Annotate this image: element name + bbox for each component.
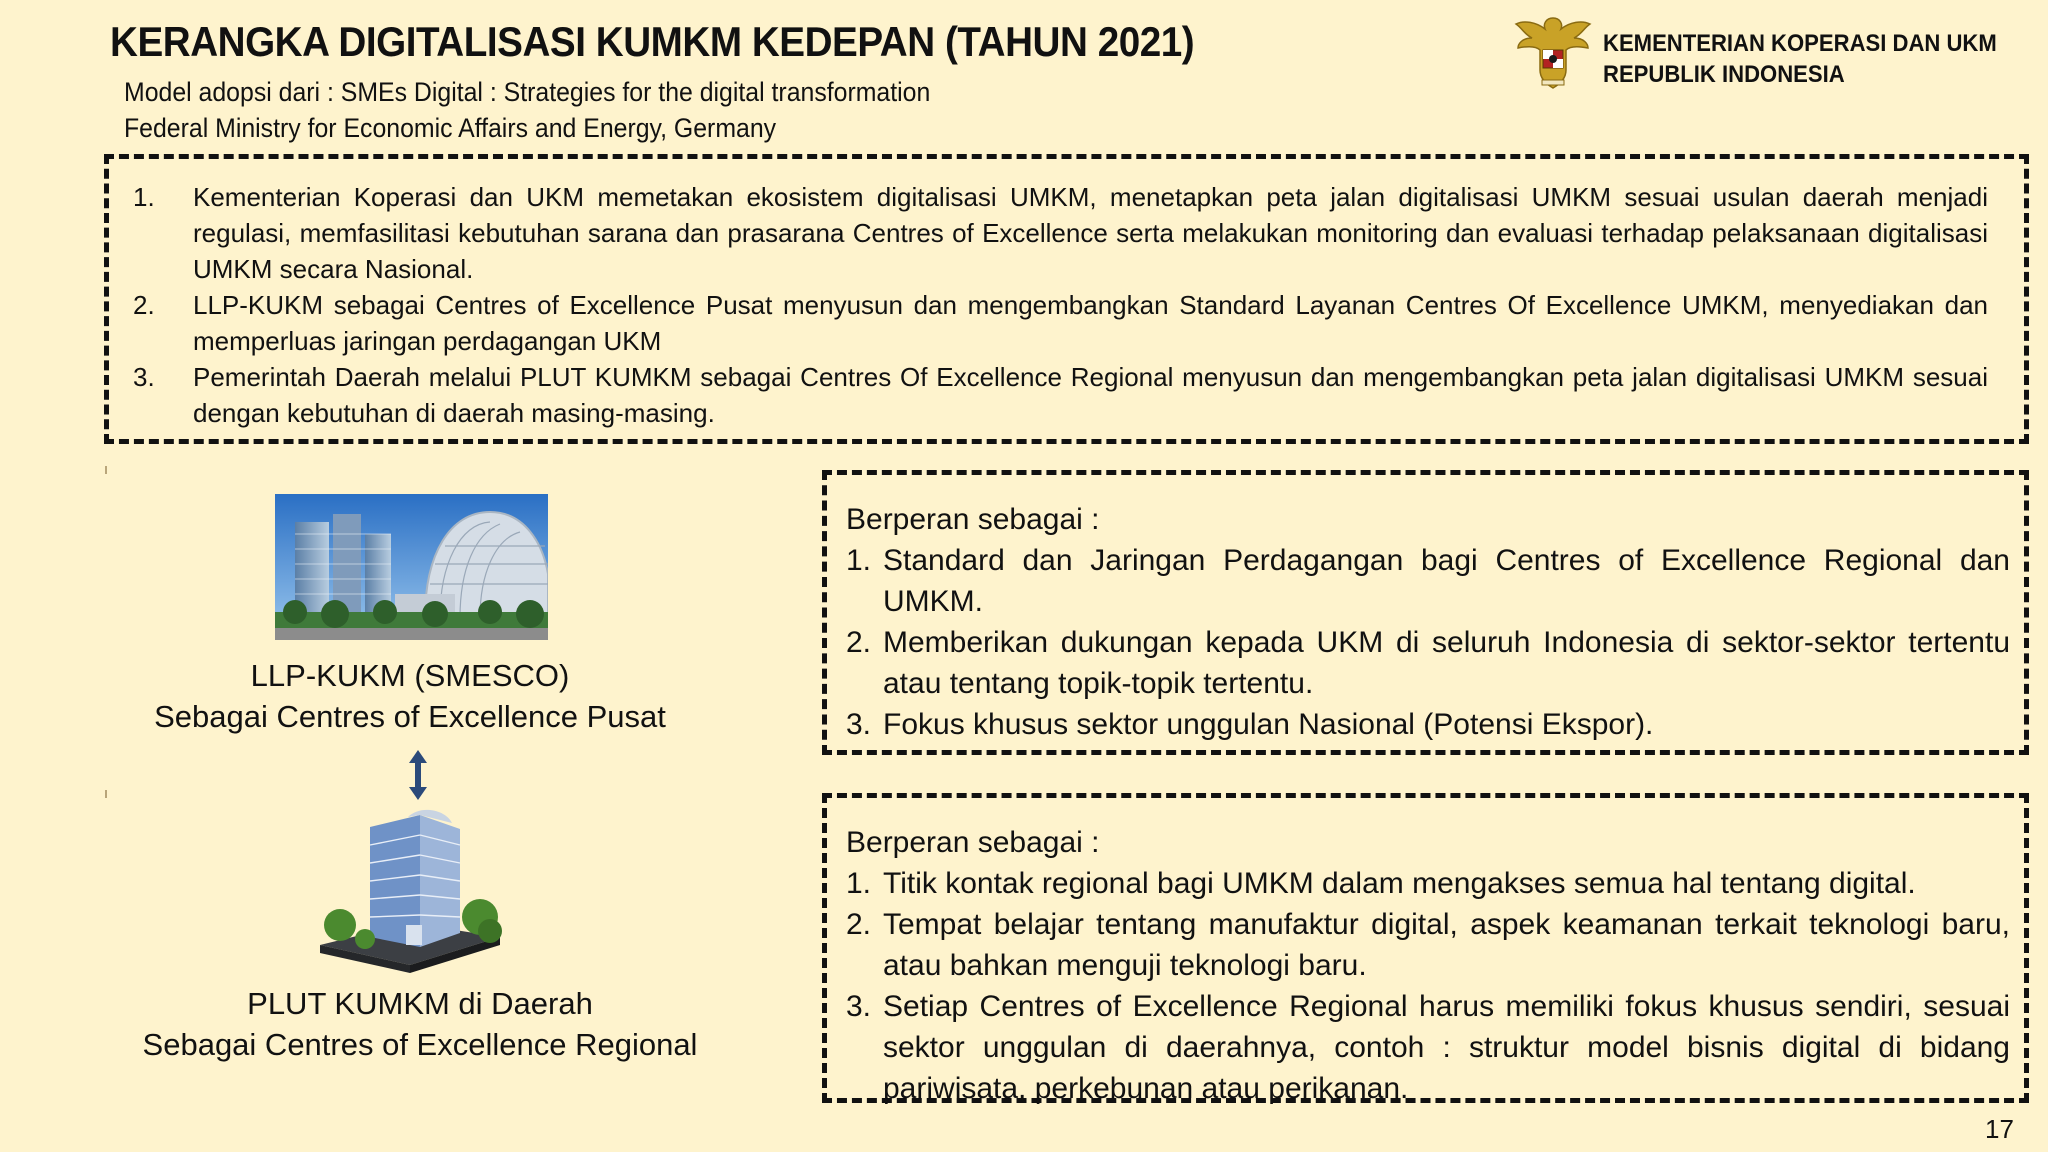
regional-role-list <box>846 863 2010 1109</box>
item-text: Pemerintah Daerah melalui PLUT KUMKM sebagai Centres Of Excellence Regional menyusun dan mengembangkan peta jalan digitalisasi UMKM sesuai dengan kebutuhan di daerah masing-masing. <box>193 362 1988 428</box>
item-text: Kementerian Koperasi dan UKM memetakan ekosistem digitalisasi UMKM, menetapkan peta jalan digitalisasi UMKM sesuai usulan daerah menjadi regulasi, memfasilitasi kebutuhan sarana dan prasarana Centres of Excellence serta melakukan monitoring dan evaluasi terhadap pelaksanaan digitalisasi UMKM secara Nasional. <box>193 182 1988 284</box>
item-text: Setiap Centres of Excellence Regional harus memiliki fokus khusus sendiri, sesuai sektor unggulan di daerahnya, contoh : struktur model bisnis digital di bidang pariwisata, perkebunan atau perikanan. <box>883 990 2010 1105</box>
page-title: KERANGKA DIGITALISASI KUMKM KEDEPAN (TAHUN 2021) <box>110 18 1195 65</box>
item-number: 1. <box>133 182 155 212</box>
list-item <box>133 359 1988 431</box>
subtitle-line-2: Federal Ministry for Economic Affairs and Energy, Germany <box>124 113 777 143</box>
regional-caption-line-2: Sebagai Centres of Excellence Regional <box>142 1027 698 1062</box>
list-item <box>846 622 2010 704</box>
item-text: Titik kontak regional bagi UMKM dalam mengakses semua hal tentang digital. <box>883 867 1916 900</box>
list-item <box>133 179 1988 287</box>
item-number: 1. <box>846 544 872 577</box>
subtitle <box>124 74 930 146</box>
pusat-role-heading: Berperan sebagai : <box>846 503 1100 536</box>
regional-role-heading: Berperan sebagai : <box>846 826 1100 859</box>
double-arrow-icon <box>408 750 428 800</box>
pusat-caption <box>130 655 690 737</box>
item-text: LLP-KUKM sebagai Centres of Excellence Pusat menyusun dan mengembangkan Standard Layanan Centres Of Excellence UMKM, menyediakan dan memperluas jaringan perdagangan UKM <box>193 290 1988 356</box>
ministry-line-2: REPUBLIK INDONESIA <box>1603 61 1845 88</box>
item-number: 2. <box>133 290 155 320</box>
item-text: Tempat belajar tentang manufaktur digital, aspek keamanan terkait teknologi baru, atau bahkan menguji teknologi baru. <box>883 908 2010 982</box>
item-text: Standard dan Jaringan Perdagangan bagi Centres of Excellence Regional dan UMKM. <box>883 544 2010 618</box>
list-item <box>133 287 1988 359</box>
item-number: 3. <box>846 990 872 1023</box>
regional-caption <box>100 983 740 1065</box>
item-number: 2. <box>846 626 872 659</box>
regional-caption-line-1: PLUT KUMKM di Daerah <box>247 986 593 1021</box>
item-text: Memberikan dukungan kepada UKM di seluruh Indonesia di sektor-sektor tertentu atau tentang topik-topik tertentu. <box>883 626 2010 700</box>
decorative-tick <box>105 790 107 798</box>
plut-building-image <box>310 805 510 975</box>
item-number: 3. <box>133 362 155 392</box>
decorative-tick <box>105 466 107 474</box>
smesco-building-image <box>275 494 548 640</box>
regional-role-box <box>822 793 2029 1103</box>
list-item <box>846 986 2010 1109</box>
pusat-role-list <box>846 540 2010 745</box>
ministry-name <box>1603 28 1997 90</box>
item-number: 3. <box>846 708 872 741</box>
item-number: 1. <box>846 867 872 900</box>
pusat-caption-line-1: LLP-KUKM (SMESCO) <box>250 658 570 693</box>
page-number: 17 <box>1985 1114 2014 1144</box>
garuda-emblem-icon <box>1512 12 1594 92</box>
list-item <box>846 540 2010 622</box>
framework-list <box>109 159 2024 431</box>
item-text: Fokus khusus sektor unggulan Nasional (Potensi Ekspor). <box>883 708 1654 741</box>
framework-box <box>104 154 2029 444</box>
item-number: 2. <box>846 908 872 941</box>
list-item <box>846 904 2010 986</box>
subtitle-line-1: Model adopsi dari : SMEs Digital : Strategies for the digital transformation <box>124 77 931 107</box>
pusat-role-box <box>822 470 2029 755</box>
pusat-caption-line-2: Sebagai Centres of Excellence Pusat <box>154 699 666 734</box>
list-item <box>846 863 2010 904</box>
list-item <box>846 704 2010 745</box>
ministry-line-1: KEMENTERIAN KOPERASI DAN UKM <box>1603 30 1997 57</box>
